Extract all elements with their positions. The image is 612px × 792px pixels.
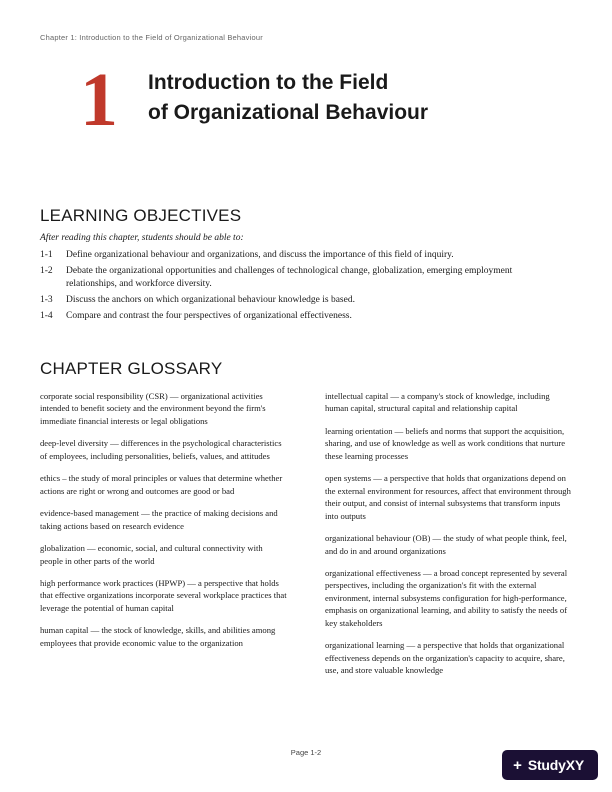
glossary-entry: evidence-based management — the practice of making decisions and taking actions based on research evidence — [40, 508, 278, 531]
page-title-line-2: of Organizational Behaviour — [148, 101, 429, 125]
glossary-entry: human capital — the stock of knowledge, skills, and abilities among employees that provide economic value to the organization — [40, 625, 276, 648]
plus-icon: + — [513, 756, 522, 774]
list-item — [40, 249, 560, 262]
glossary-entry: learning orientation — beliefs and norms that support the acquisition, sharing, and use of knowledge as well as work conditions that nurture these learning processes — [325, 425, 566, 461]
objective-text: Define organizational behaviour and organizations, and discuss the importance of this field of inquiry. — [66, 250, 454, 260]
glossary-entry: ethics – the study of moral principles or values that determine whether actions are right or wrong and outcomes are good or bad — [40, 473, 283, 496]
brand-label: StudyXY — [527, 757, 584, 773]
learning-objectives-list — [40, 249, 560, 326]
objective-number: 1-1 — [40, 250, 53, 260]
glossary-column-left — [40, 390, 287, 687]
page-title-line-1: Introduction to the Field — [148, 71, 389, 94]
glossary-columns — [40, 390, 572, 687]
glossary-entry: organizational effectiveness — a broad concept represented by several perspectives, including the organization's fit with the external environment, internal subsystems configuration for high-performance, emphasis on organizational learning, and ability to satisfy the needs of key stakeholders — [325, 567, 568, 628]
glossary-entry: organizational learning — a perspective that holds that organizational effectiveness depends on the organization's capacity to acquire, share, use, and store valuable knowledge — [325, 640, 565, 676]
page-title — [148, 68, 568, 129]
glossary-entry: open systems — a perspective that holds that organizations depend on the external environment for resources, affect that environment through their output, and consist of internal subsystems that transform inputs into outputs — [325, 473, 571, 521]
list-item — [40, 310, 560, 323]
learning-objectives-heading: LEARNING OBJECTIVES — [40, 206, 242, 225]
list-item — [40, 294, 560, 307]
glossary-entry: high performance work practices (HPWP) — a perspective that holds that effective organizations incorporate several workplace practices that leverage the potential of human capital — [40, 577, 287, 613]
chapter-glossary-heading: CHAPTER GLOSSARY — [40, 359, 223, 378]
objective-text: Debate the organizational opportunities and challenges of technological change, globalization, emerging employment relationships, and workforce diversity. — [66, 265, 513, 290]
learning-objectives-intro: After reading this chapter, students should be able to: — [40, 233, 244, 243]
studyxy-watermark[interactable] — [502, 750, 598, 780]
objective-text: Discuss the anchors on which organizational behaviour knowledge is based. — [66, 295, 355, 306]
running-head: Chapter 1: Introduction to the Field of Organizational Behaviour — [40, 33, 263, 42]
objective-text: Compare and contrast the four perspectives of organizational effectiveness. — [66, 311, 352, 322]
objective-number: 1-3 — [40, 295, 53, 306]
objective-number: 1-2 — [40, 265, 53, 276]
list-item — [40, 265, 560, 292]
objective-number: 1-4 — [40, 311, 53, 322]
glossary-entry: corporate social responsibility (CSR) — organizational activities intended to benefit society and the environment beyond the firm's immediate financial interests or legal obligations — [40, 391, 266, 426]
glossary-entry: intellectual capital — a company's stock of knowledge, including human capital, structural capital and relationship capital — [325, 391, 550, 414]
chapter-number: 1 — [80, 58, 118, 142]
glossary-entry: globalization — economic, social, and cultural connectivity with people in other parts of the world — [40, 543, 263, 566]
page-number: Page 1-2 — [290, 748, 322, 757]
glossary-entry: organizational behaviour (OB) — the study of what people think, feel, and do in and around organizations — [325, 533, 567, 556]
glossary-column-right — [325, 390, 572, 687]
glossary-entry: deep-level diversity — differences in the psychological characteristics of employees, including personalities, beliefs, values, and attitudes — [40, 438, 282, 461]
